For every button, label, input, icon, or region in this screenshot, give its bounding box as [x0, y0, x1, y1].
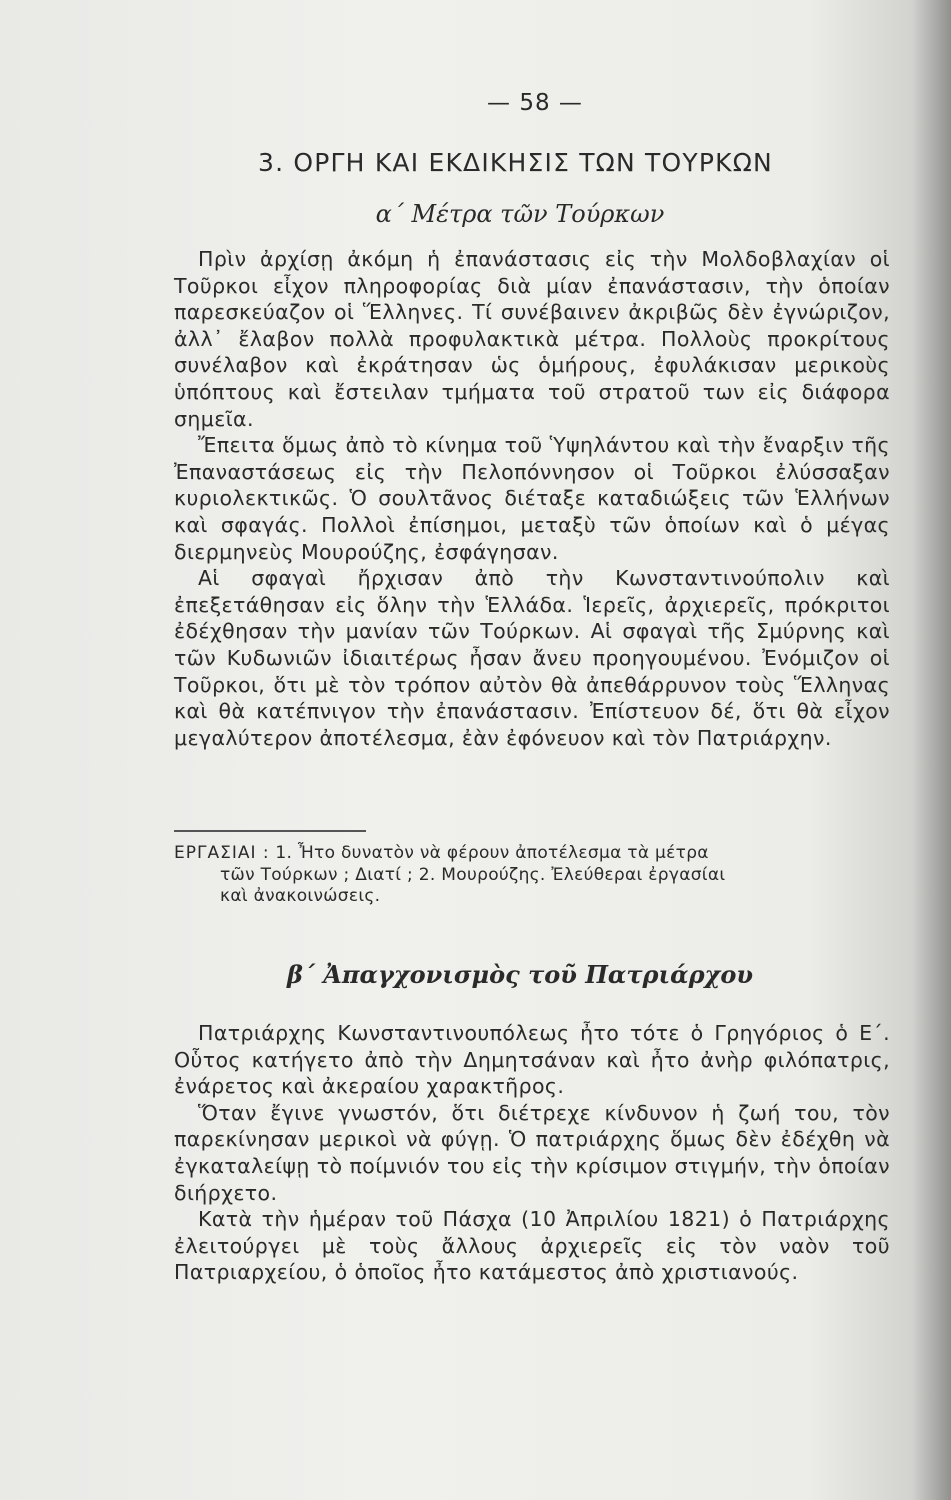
chapter-title: 3. ΟΡΓΗ ΚΑΙ ΕΚΔΙΚΗΣΙΣ ΤΩΝ ΤΟΥΡΚΩΝ — [258, 148, 773, 177]
paragraph: Ἔπειτα ὅμως ἀπὸ τὸ κίνημα τοῦ Ὑψηλάντου καὶ τὴν ἔναρξιν τῆς Ἐπαναστάσεως εἰς τὴν Πελοπόννησον οἱ Τοῦρκοι ἐλύσσαξαν κυριολεκτικῶς. Ὁ σουλτᾶνος διέταξε καταδιώξεις τῶν Ἑλλήνων καὶ σφαγάς. Πολλοὶ ἐπίσημοι, μεταξὺ τῶν ὁποίων καὶ ὁ μέγας διερμηνεὺς Μουρούζης, ἐσφάγησαν. — [174, 433, 890, 564]
page-number: — 58 — — [487, 90, 583, 116]
section-a-title: α΄ Μέτρα τῶν Τούρκων — [375, 200, 665, 228]
exercises-label: ΕΡΓΑΣΙΑΙ : — [174, 843, 270, 863]
section-b-body — [174, 1020, 890, 1286]
exercises-block — [174, 843, 890, 908]
exercises-line: καὶ ἀνακοινώσεις. — [220, 886, 381, 906]
exercises-line: τῶν Τούρκων ; Διατί ; 2. Μουρούζης. Ἐλεύθεραι ἐργασίαι — [220, 864, 726, 885]
paragraph: Αἱ σφαγαὶ ἤρχισαν ἀπὸ τὴν Κωνσταντινούπολιν καὶ ἐπεξετάθησαν εἰς ὅλην τὴν Ἑλλάδα. Ἱερεῖς, ἀρχιερεῖς, πρόκριτοι ἐδέχθησαν τὴν μανίαν τῶν Τούρκων. Αἱ σφαγαὶ τῆς Σμύρνης καὶ τῶν Κυδωνιῶν ἰδιαιτέρως ἦσαν ἄνευ προηγουμένου. Ἐνόμιζον οἱ Τοῦρκοι, ὅτι μὲ τὸν τρόπον αὐτὸν θὰ ἀπεθάρρυνον τοὺς Ἕλληνας καὶ θὰ κατέπνιγον τὴν ἐπανάστασιν. Ἐπίστευον δέ, ὅτι θὰ εἶχον μεγαλύτερον ἀποτέλεσμα, ἐὰν ἐφόνευον καὶ τὸν Πατριάρχην. — [174, 566, 890, 750]
section-a-body — [174, 246, 890, 751]
exercises-line: 1. Ἦτο δυνατὸν νὰ φέρουν ἀποτέλεσμα τὰ μέτρα — [275, 843, 709, 863]
paragraph: Πατριάρχης Κωνσταντινουπόλεως ἦτο τότε ὁ Γρηγόριος ὁ Ε΄. Οὗτος κατήγετο ἀπὸ τὴν Δημητσάναν καὶ ἦτο ἀνὴρ φιλόπατρις, ἐνάρετος καὶ ἀκεραίου χαρακτῆρος. — [174, 1021, 890, 1099]
paragraph: Κατὰ τὴν ἡμέραν τοῦ Πάσχα (10 Ἀπριλίου 1821) ὁ Πατριάρχης ἐλειτούργει μὲ τοὺς ἄλλους ἀρχιερεῖς εἰς τὸν ναὸν τοῦ Πατριαρχείου, ὁ ὁποῖος ἦτο κατάμεστος ἀπὸ χριστιανούς. — [174, 1207, 890, 1285]
footnote-divider — [174, 830, 366, 832]
paragraph: Ὅταν ἔγινε γνωστόν, ὅτι διέτρεχε κίνδυνον ἡ ζωή του, τὸν παρεκίνησαν μερικοὶ νὰ φύγῃ. Ὁ πατριάρχης ὅμως δὲν ἐδέχθη νὰ ἐγκαταλείψῃ τὸ ποίμνιόν του εἰς τὴν κρίσιμον στιγμήν, τὴν ὁποίαν διήρχετο. — [174, 1100, 890, 1205]
section-b-title: β΄ Ἀπαγχονισμὸς τοῦ Πατριάρχου — [287, 960, 753, 989]
paragraph: Πρὶν ἀρχίσῃ ἀκόμη ἡ ἐπανάστασις εἰς τὴν Μολδοβλαχίαν οἱ Τοῦρκοι εἶχον πληροφορίας διὰ μίαν ἐπανάστασιν, τὴν ὁποίαν παρεσκεύαζον οἱ Ἕλληνες. Τί συνέβαινεν ἀκριβῶς δὲν ἐγνώριζον, ἀλλ᾽ ἔλαβον πολλὰ προφυλακτικὰ μέτρα. Πολλοὺς προκρίτους συνέλαβον καὶ ἐκράτησαν ὡς ὁμήρους, ἐφυλάκισαν μερικοὺς ὑπόπτους καὶ ἔστειλαν τμήματα τοῦ στρατοῦ των εἰς διάφορα σημεῖα. — [174, 247, 890, 431]
